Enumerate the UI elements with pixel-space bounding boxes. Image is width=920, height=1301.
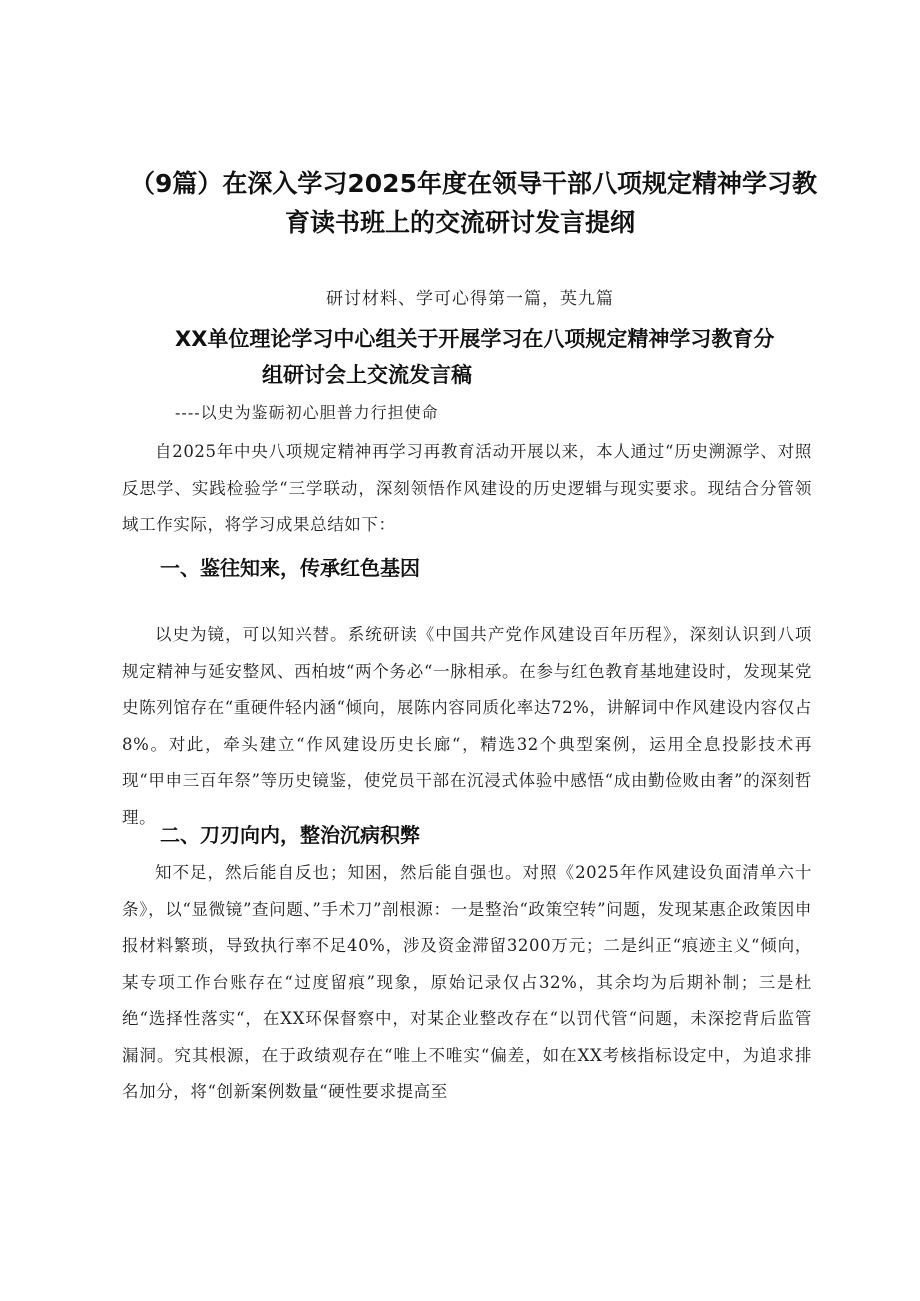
section-paragraph-1: 以史为镜，可以知兴替。系统研读《中国共产党作风建设百年历程》，深刻认识到八项规定精神与延安整风、西柏坡“两个务必“一脉相承。在参与红色教育基地建设时，发现某党史陈列馆存在“重硬件轻内涵“倾向，展陈内容同质化率达72%，讲解词中作风建设内容仅占8%。对此，牵头建立“作风建设历史长廊“，精选32个典型案例，运用全息投影技术再现“甲申三百年祭”等历史镜鉴，使党员干部在沉浸式体验中感悟“成由勤俭败由奢”的深刻哲理。 [122,625,812,827]
article-subtitle: ----以史为鉴砺初心胆普力行担使命 [175,403,439,422]
article-title-line-1: XX单位理论学习中心组关于开展学习在八项规定精神学习教育分 [175,327,775,351]
document-title-line-2: 育读书班上的交流研讨发言提纲 [284,208,635,237]
document-title-line-1: （9篇）在深入学习2025年度在领导干部八项规定精神学习教 [130,169,817,198]
article-title-line-2: 组研讨会上交流发言稿 [262,363,472,387]
intro-paragraph: 自2025年中央八项规定精神再学习再教育活动开展以来，本人通过“历史溯源学、对照反思学、实践检验学“三学联动，深刻领悟作风建设的历史逻辑与现实要求。现结合分管领域工作实际，将学习成果总结如下： [122,442,812,534]
section-paragraph-2: 知不足，然后能自反也；知困，然后能自强也。对照《2025年作风建设负面清单六十条》，以“显微镜”查问题、”手术刀”剖根源：一是整治“政策空转”问题，发现某惠企政策因申报材料繁琐，导致执行率不足40%，涉及资金滞留3200万元；二是纠正“痕迹主义“倾向，某专项工作台账存在“过度留痕”现象，原始记录仅占32%，其余均为后期补制；三是杜绝“选择性落实“，在XX环保督察中，对某企业整改存在“以罚代管“问题，未深挖背后监管漏洞。究其根源，在于政绩观存在“唯上不唯实“偏差，如在XX考核指标设定中，为追求排名加分，将“创新案例数量“硬性要求提高至 [122,863,812,1101]
series-label: 研讨材料、学可心得第一篇，英九篇 [326,289,614,309]
section-heading-1: 一、鉴往知来，传承红色基因 [160,556,420,580]
section-heading-2: 二、刀刃向内，整治沉病积弊 [160,823,420,847]
